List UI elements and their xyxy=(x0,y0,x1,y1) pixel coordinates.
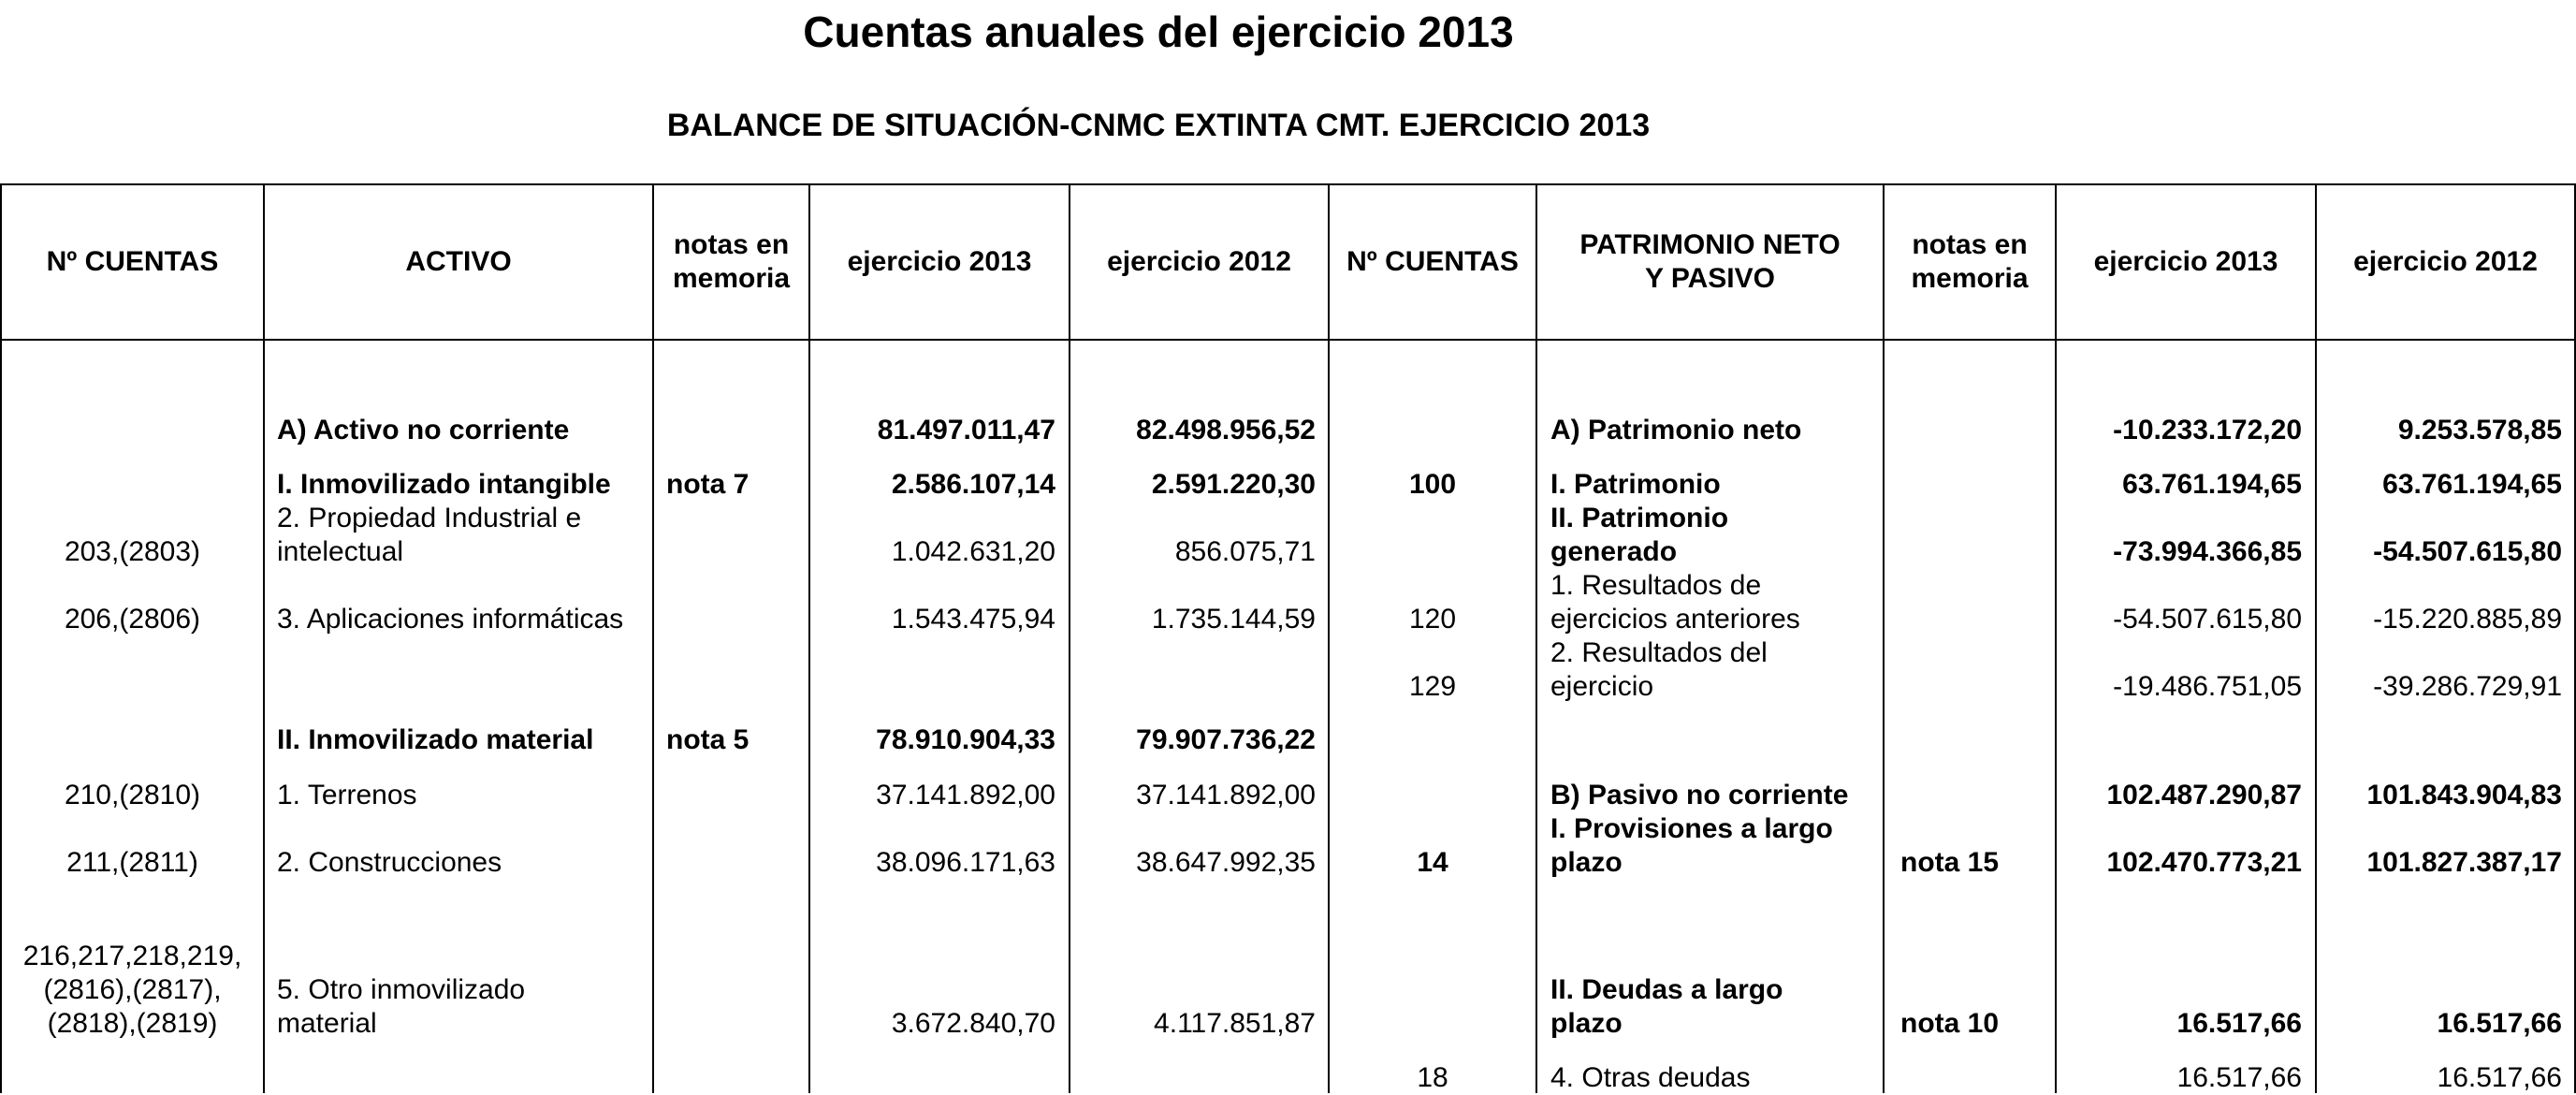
pasivo-row-ej2012: -39.286.729,91 xyxy=(2373,671,2562,702)
header-activo: ACTIVO xyxy=(405,246,512,277)
pasivo-row-ej2013: 102.470.773,21 xyxy=(2106,847,2302,878)
pasivo-row-label: 1. Resultados de xyxy=(1550,570,1762,601)
activo-row-cuentas: 210,(2810) xyxy=(64,780,201,810)
activo-row-cuentas: 216,217,218,219, xyxy=(22,941,242,971)
header-ejercicio-2012-left: ejercicio 2012 xyxy=(1107,246,1291,277)
activo-row-ej2013: 1.543.475,94 xyxy=(891,604,1055,635)
pasivo-row-label: A) Patrimonio neto xyxy=(1550,415,1802,445)
activo-row-ej2012: 82.498.956,52 xyxy=(1136,415,1316,445)
activo-row-ej2013: 1.042.631,20 xyxy=(891,536,1055,567)
pasivo-row-ej2012: 16.517,66 xyxy=(2437,1062,2562,1093)
activo-row-ej2012: 4.117.851,87 xyxy=(1154,1008,1316,1039)
activo-row-label: 2. Propiedad Industrial e xyxy=(277,503,582,533)
activo-row-label: I. Inmovilizado intangible xyxy=(277,469,611,500)
activo-row-ej2013: 2.586.107,14 xyxy=(891,469,1055,500)
header-ejercicio-2013-right: ejercicio 2013 xyxy=(2093,246,2278,277)
activo-row-ej2013: 81.497.011,47 xyxy=(877,415,1055,445)
activo-row-ej2013: 78.910.904,33 xyxy=(876,724,1055,755)
header-patrimonio-pasivo: PATRIMONIO NETO Y PASIVO xyxy=(1579,229,1841,294)
pasivo-row-label: plazo xyxy=(1550,1008,1623,1039)
activo-row-ej2013: 3.672.840,70 xyxy=(891,1008,1055,1039)
pasivo-row-ej2012: 16.517,66 xyxy=(2437,1008,2562,1039)
activo-row-label: material xyxy=(277,1008,377,1039)
activo-row-label: intelectual xyxy=(277,536,404,567)
pasivo-row-nota: nota 10 xyxy=(1900,1008,2000,1039)
document-subtitle: BALANCE DE SITUACIÓN-CNMC EXTINTA CMT. EJERCICIO 2013 xyxy=(666,108,1651,143)
header-cuentas-left: Nº CUENTAS xyxy=(46,246,219,277)
pasivo-row-cuentas: 129 xyxy=(1408,671,1457,702)
pasivo-row-label: ejercicios anteriores xyxy=(1550,604,1800,635)
pasivo-row-ej2012: 9.253.578,85 xyxy=(2397,415,2562,445)
header-notas-left: notas en memoria xyxy=(672,229,791,294)
pasivo-row-ej2013: 16.517,66 xyxy=(2176,1062,2302,1093)
header-notas-right: notas en memoria xyxy=(1911,229,2029,294)
header-cuentas-right: Nº CUENTAS xyxy=(1346,246,1519,277)
activo-row-cuentas: 203,(2803) xyxy=(64,536,201,567)
pasivo-row-ej2013: 16.517,66 xyxy=(2176,1008,2302,1039)
pasivo-row-label: II. Deudas a largo xyxy=(1550,974,1783,1005)
activo-row-label: 2. Construcciones xyxy=(277,847,502,878)
activo-row-ej2013: 37.141.892,00 xyxy=(876,780,1055,810)
activo-row-label: 3. Aplicaciones informáticas xyxy=(277,604,624,635)
pasivo-row-label: plazo xyxy=(1550,847,1623,878)
activo-row-nota: nota 5 xyxy=(666,724,750,755)
pasivo-row-label: 4. Otras deudas xyxy=(1550,1062,1751,1093)
pasivo-row-ej2013: -10.233.172,20 xyxy=(2113,415,2302,445)
activo-row-ej2012: 79.907.736,22 xyxy=(1136,724,1316,755)
pasivo-row-ej2013: 63.761.194,65 xyxy=(2122,469,2302,500)
activo-row-ej2012: 1.735.144,59 xyxy=(1151,604,1316,635)
pasivo-row-label: generado xyxy=(1550,536,1678,567)
activo-row-ej2012: 856.075,71 xyxy=(1174,536,1316,567)
document-title: Cuentas anuales del ejercicio 2013 xyxy=(803,7,1514,56)
header-ejercicio-2012-right: ejercicio 2012 xyxy=(2353,246,2538,277)
activo-row-cuentas: (2816),(2817), xyxy=(43,974,222,1005)
pasivo-row-ej2013: -73.994.366,85 xyxy=(2113,536,2302,567)
pasivo-row-ej2012: -15.220.885,89 xyxy=(2373,604,2562,635)
activo-row-cuentas: (2818),(2819) xyxy=(47,1008,218,1039)
pasivo-row-label: I. Provisiones a largo xyxy=(1550,813,1833,844)
activo-row-ej2012: 38.647.992,35 xyxy=(1136,847,1316,878)
pasivo-row-ej2012: 101.827.387,17 xyxy=(2366,847,2562,878)
header-bottom-border xyxy=(0,339,2576,341)
pasivo-row-label: II. Patrimonio xyxy=(1550,503,1729,533)
pasivo-row-label: ejercicio xyxy=(1550,671,1654,702)
pasivo-row-ej2012: -54.507.615,80 xyxy=(2373,536,2562,567)
pasivo-row-cuentas: 100 xyxy=(1408,469,1457,500)
pasivo-row-label: I. Patrimonio xyxy=(1550,469,1721,500)
activo-row-label: 1. Terrenos xyxy=(277,780,417,810)
activo-row-nota: nota 7 xyxy=(666,469,750,500)
activo-row-label: 5. Otro inmovilizado xyxy=(277,974,526,1005)
pasivo-row-ej2013: -54.507.615,80 xyxy=(2113,604,2302,635)
pasivo-row-cuentas: 18 xyxy=(1417,1062,1448,1093)
pasivo-row-ej2012: 101.843.904,83 xyxy=(2366,780,2562,810)
activo-row-cuentas: 206,(2806) xyxy=(64,604,201,635)
activo-row-label: A) Activo no corriente xyxy=(277,415,570,445)
activo-row-ej2013: 38.096.171,63 xyxy=(876,847,1055,878)
pasivo-row-ej2012: 63.761.194,65 xyxy=(2382,469,2562,500)
activo-row-label: II. Inmovilizado material xyxy=(277,724,594,755)
pasivo-row-cuentas: 120 xyxy=(1408,604,1457,635)
activo-row-ej2012: 2.591.220,30 xyxy=(1151,469,1316,500)
pasivo-row-ej2013: 102.487.290,87 xyxy=(2106,780,2302,810)
pasivo-row-label: B) Pasivo no corriente xyxy=(1550,780,1849,810)
pasivo-row-label: 2. Resultados del xyxy=(1550,637,1768,668)
activo-row-cuentas: 211,(2811) xyxy=(66,847,198,878)
header-ejercicio-2013-left: ejercicio 2013 xyxy=(847,246,1032,277)
pasivo-row-nota: nota 15 xyxy=(1900,847,2000,878)
pasivo-row-cuentas: 14 xyxy=(1417,847,1448,878)
pasivo-row-ej2013: -19.486.751,05 xyxy=(2113,671,2302,702)
activo-row-ej2012: 37.141.892,00 xyxy=(1136,780,1316,810)
